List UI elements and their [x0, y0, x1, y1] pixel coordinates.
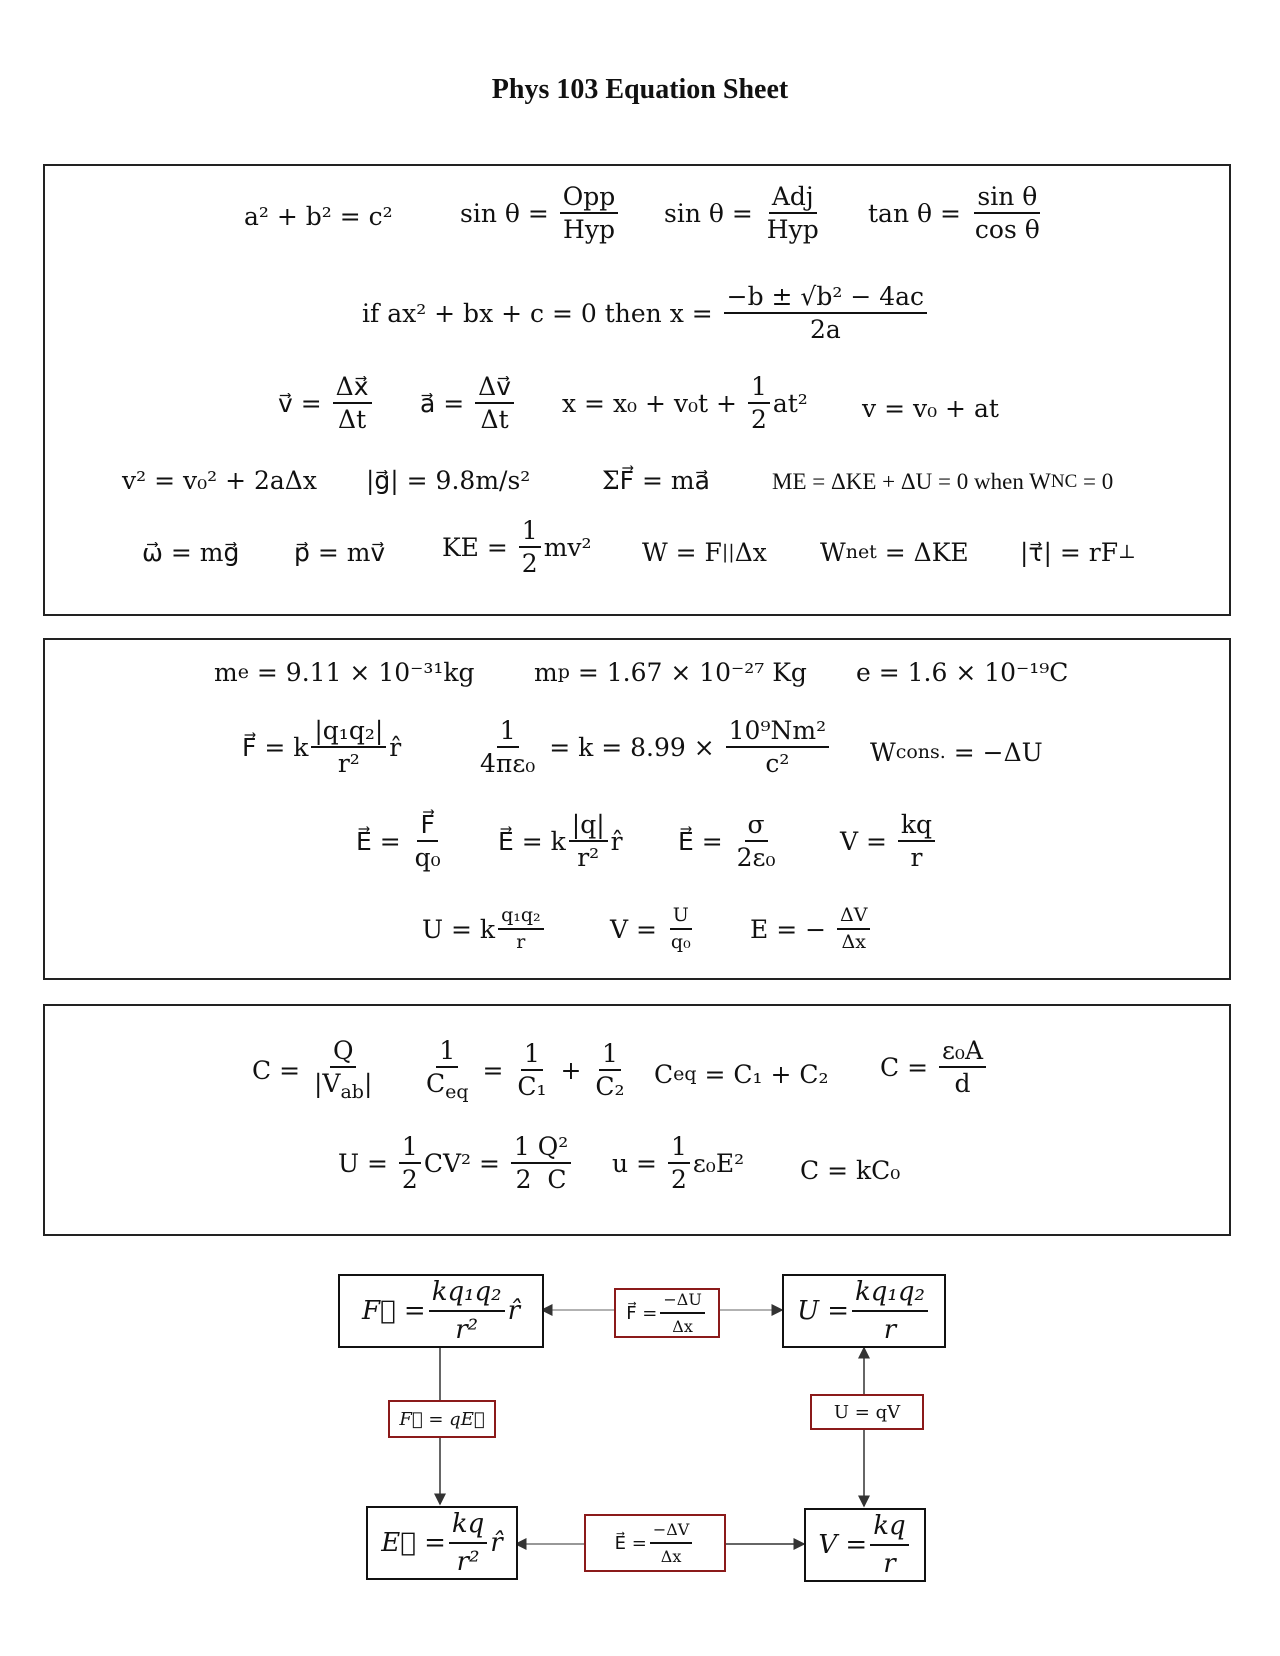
field-potential-gradient: E = − $\frac{\Delta V}{\Delta x}$: [750, 906, 873, 952]
electric-field-box: E⃗ = $\frac{kq}{\text{r²}}$ r̂: [366, 1506, 518, 1580]
conservative-work: W cons. = −ΔU: [870, 738, 1043, 767]
electric-potential-box: V = $\frac{kq}{r}$: [804, 1508, 926, 1582]
acceleration-definition: a⃗ = $\frac{\Delta v⃗}{\Delta t}$: [420, 374, 517, 432]
elementary-charge: e = 1.6 × 10⁻¹⁹C: [856, 658, 1069, 687]
work-energy-theorem: W net = ΔKE: [820, 538, 969, 567]
proton-mass: m p = 1.67 × 10⁻²⁷ Kg: [534, 658, 807, 687]
parallel-plate-capacitance: C = $\frac{\text{ε₀A}}{d}$: [880, 1038, 989, 1096]
quadratic-formula: if ax² + bx + c = 0 then x = $\frac{\text{−b ± √b² − 4ac}}{2a}$: [362, 284, 930, 342]
work-equation: W = F || Δx: [642, 538, 767, 567]
velocity-definition: v⃗ = $\frac{\Delta x⃗}{\Delta t}$: [278, 374, 375, 432]
energy-potential-relation-box: U = qV: [810, 1394, 924, 1430]
energy-density: u = $\frac{1}{2}$ ε₀E²: [612, 1132, 745, 1194]
cosine-equation: sin θ = $\frac{\text{Adj}}{\text{Hyp}}$: [664, 182, 819, 244]
point-charge-potential: V = $\frac{kq}{r}$: [840, 812, 938, 870]
momentum-equation: p⃗ = mv⃗: [294, 538, 386, 567]
capacitor-energy: U = $\frac{1}{2}$ CV² = $\frac{\text{1 Q²}}{2 C}$: [338, 1134, 574, 1192]
coulomb-force-box: F⃗ = $\frac{\text{kq₁q₂}}{\text{r²}}$ r̂: [338, 1274, 544, 1348]
parallel-capacitance: C eq = C₁ + C₂: [654, 1060, 829, 1089]
tangent-equation: tan θ = $\frac{\text{sin θ}}{\text{cos θ}}$: [868, 182, 1040, 244]
coulomb-constant: $\frac{1}{\text{4πε₀}}$ = k = 8.99 × $\frac{\text{10⁹Nm²}}{\text{c²}}$: [474, 718, 832, 776]
pythagorean-equation: a² + b² = c²: [244, 202, 393, 231]
newtons-second-law: ΣF⃗ = ma⃗: [602, 466, 710, 495]
potential-definition: V = $\frac{U}{\text{q₀}}$: [610, 904, 691, 953]
dielectric-capacitance: C = kC₀: [800, 1156, 901, 1185]
force-potential-gradient-box: F⃗ = $\frac{-\Delta U}{\Delta x}$: [614, 1288, 720, 1338]
capacitance-box: [43, 1004, 1231, 1236]
torque-equation: |τ⃗| = rF ⊥: [1020, 538, 1136, 567]
gravity-constant: |g⃗| = 9.8m/s²: [366, 466, 531, 495]
velocity-squared-kinematic: v² = v₀² + 2aΔx: [122, 466, 317, 495]
velocity-kinematic: v = v₀ + at: [862, 394, 999, 423]
position-kinematic: x = x₀ + v₀t + $\frac{1}{2}$ at²: [562, 372, 808, 434]
weight-equation: ω⃗ = mg⃗: [142, 538, 240, 567]
electric-field-definition: E⃗ = $\frac{F⃗}{\text{q₀}}$: [356, 810, 441, 872]
coulombs-law: F⃗ = k $\frac{\text{|q₁q₂|}}{\text{r²}}$ r̂: [242, 716, 402, 778]
series-capacitance: $\frac{1}{C_{eq}}$ = $\frac{1}{\text{C₁}}$ + $\frac{1}{\text{C₂}}$: [426, 1036, 625, 1103]
mechanical-energy-conservation: ME = ΔKE + ΔU = 0 when W NC = 0: [772, 469, 1114, 494]
electron-mass: m e = 9.11 × 10⁻³¹kg: [214, 658, 475, 687]
potential-energy-equation: U = k $\frac{\text{q₁q₂}}{r}$: [422, 906, 547, 952]
plane-charge-field: E⃗ = $\frac{\sigma}{\text{2ε₀}}$: [678, 810, 776, 872]
point-charge-field: E⃗ = k $\frac{|q|}{\text{r²}}$ r̂: [498, 810, 623, 872]
capacitance-definition: C = $\frac{Q}{|V_{ab}|}$: [252, 1036, 373, 1103]
sine-equation: sin θ = $\frac{\text{Opp}}{\text{Hyp}}$: [460, 184, 621, 242]
kinetic-energy-equation: KE = $\frac{1}{2}$ mv²: [442, 516, 592, 578]
potential-energy-box: U = $\frac{\text{kq₁q₂}}{r}$: [782, 1274, 946, 1348]
field-potential-gradient-box: E⃗ = $\frac{-\Delta V}{\Delta x}$: [584, 1514, 726, 1572]
page-title: Phys 103 Equation Sheet: [491, 74, 789, 105]
force-field-relation-box: F⃗ = qE⃗: [388, 1400, 496, 1438]
